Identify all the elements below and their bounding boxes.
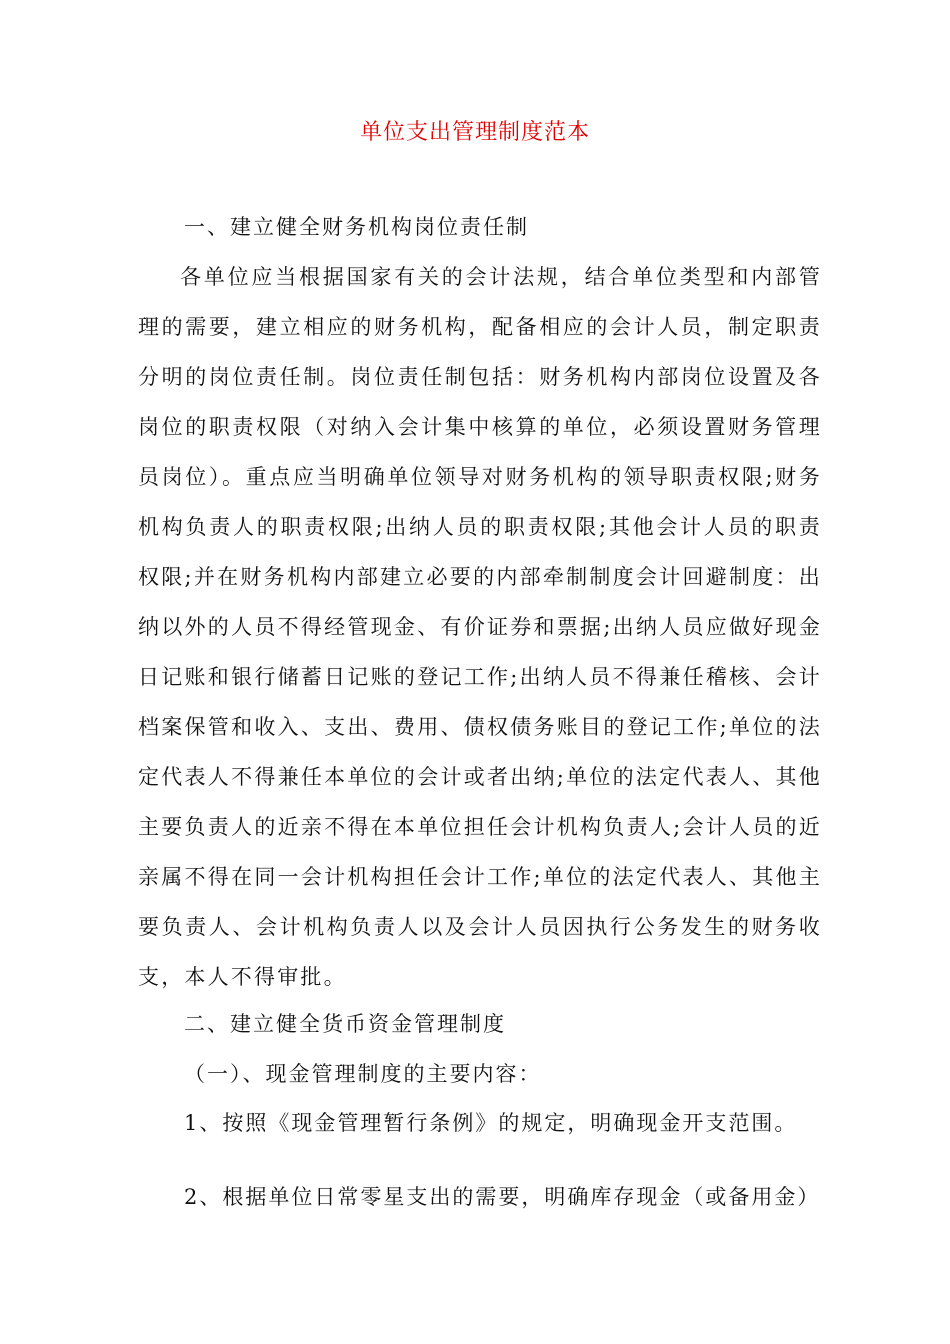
document-title: 单位支出管理制度范本	[359, 120, 590, 145]
section-1-paragraph: 各单位应当根据国家有关的会计法规，结合单位类型和内部管理的需要，建立相应的财务机构，配备相应的会计人员，制定职责分明的岗位责任制。岗位责任制包括：财务机构内部岗位设置及各岗位的职责权限（对纳入会计集中核算的单位，必须设置财务管理员岗位）。重点应当明确单位领导对财务机构的领导职责权限;财务机构负责人的职责权限;出纳人员的职责权限;其他会计人员的职责权限;并在财务机构内部建立必要的内部牵制制度会计回避制度：出纳以外的人员不得经管现金、有价证券和票据;出纳人员应做好现金日记账和银行储蓄日记账的登记工作;出纳人员不得兼任稽核、会计档案保管和收入、支出、费用、债权债务账目的登记工作;单位的法定代表人不得兼任本单位的会计或者出纳;单位的法定代表人、其他主要负责人的近亲不得在本单位担任会计机构负责人;会计人员的近亲属不得在同一会计机构担任会计工作;单位的法定代表人、其他主要负责人、会计机构负责人以及会计人员因执行公务发生的财务收支，本人不得审批。	[138, 265, 822, 989]
list-item-2: 2、根据单位日常零星支出的需要，明确库存现金（或备用金）	[184, 1185, 821, 1209]
section-1-heading: 一、建立健全财务机构岗位责任制	[184, 215, 529, 239]
list-item-1: 1、按照《现金管理暂行条例》的规定，明确现金开支范围。	[184, 1111, 798, 1135]
section-2-heading: 二、建立健全货币资金管理制度	[184, 1012, 506, 1036]
section-2-subheading: （一）、现金管理制度的主要内容：	[184, 1062, 542, 1086]
